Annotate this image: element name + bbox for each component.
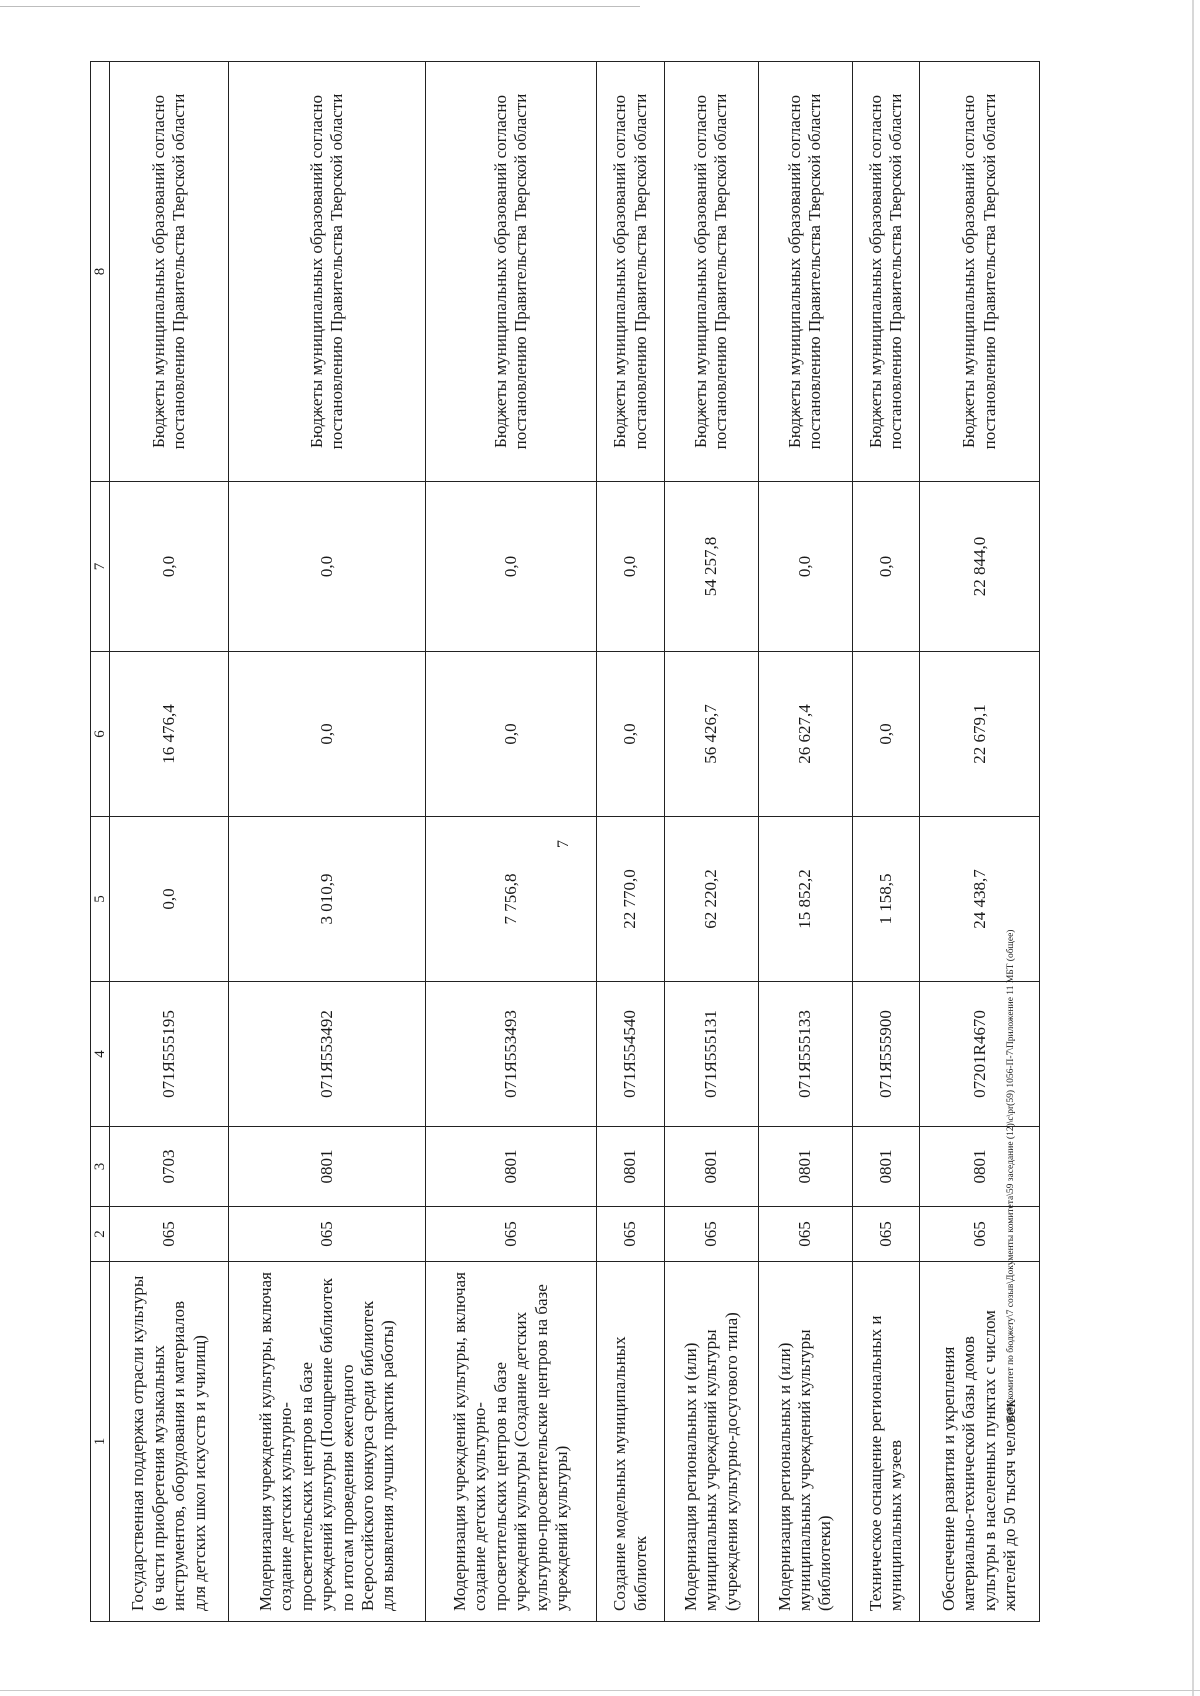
- subsidy-table: [90, 61, 1040, 1622]
- table-row: [426, 62, 597, 1622]
- cell-target-article: 071Я553492: [229, 982, 426, 1127]
- cell-amount-col6: 22 679,1: [920, 652, 1040, 817]
- rotated-document: [90, 62, 1040, 1622]
- cell-section-code: 0801: [597, 1127, 665, 1207]
- scan-edge-top: [0, 6, 640, 7]
- table-row: [920, 62, 1040, 1622]
- cell-direction-name: Модернизация региональных и (или) муниципальных учреждений культуры (учреждения культурно-досугового типа): [665, 1262, 759, 1622]
- cell-target-article: 07201R4670: [920, 982, 1040, 1127]
- cell-grbs-code: 065: [758, 1207, 852, 1262]
- cell-grbs-code: 065: [229, 1207, 426, 1262]
- cell-section-code: 0703: [110, 1127, 229, 1207]
- cell-recipient-source: Бюджеты муниципальных образований согласно постановлению Правительства Тверской области: [426, 62, 597, 482]
- cell-amount-col7: 22 844,0: [920, 482, 1040, 652]
- table-row: [852, 62, 920, 1622]
- header-cell: 3: [91, 1127, 110, 1207]
- cell-recipient-source: Бюджеты муниципальных образований согласно постановлению Правительства Тверской области: [665, 62, 759, 482]
- cell-amount-col5: 15 852,2: [758, 817, 852, 982]
- cell-amount-col7: 0,0: [852, 482, 920, 652]
- cell-target-article: 071Я555195: [110, 982, 229, 1127]
- cell-amount-col5: 0,0: [110, 817, 229, 982]
- cell-target-article: 071Я555900: [852, 982, 920, 1127]
- cell-amount-col5: 1 158,5: [852, 817, 920, 982]
- scan-edge-right: [1192, 0, 1194, 1696]
- cell-target-article: 071Я555133: [758, 982, 852, 1127]
- header-cell: 5: [91, 817, 110, 982]
- cell-recipient-source: Бюджеты муниципальных образований согласно постановлению Правительства Тверской области: [229, 62, 426, 482]
- header-cell: 4: [91, 982, 110, 1127]
- cell-direction-name: Обеспечение развития и укрепления материально-технической базы домов культуры в населенных пунктах с числом жителей до 50 тысяч человек: [920, 1262, 1040, 1622]
- cell-amount-col7: 54 257,8: [665, 482, 759, 652]
- cell-amount-col6: 0,0: [597, 652, 665, 817]
- header-cell: 6: [91, 652, 110, 817]
- cell-grbs-code: 065: [665, 1207, 759, 1262]
- table-row: [758, 62, 852, 1622]
- cell-amount-col7: 0,0: [229, 482, 426, 652]
- cell-direction-name: Модернизация региональных и (или) муниципальных учреждений культуры (библиотеки): [758, 1262, 852, 1622]
- cell-direction-name: Модернизация учреждений культуры, включая создание детских культурно-просветительских центров на базе учреждений культуры (Создание детских культурно-просветительские центров на базе учреждений культуры): [426, 1262, 597, 1622]
- header-cell: 1: [91, 1262, 110, 1622]
- cell-recipient-source: Бюджеты муниципальных образований согласно постановлению Правительства Тверской области: [758, 62, 852, 482]
- cell-target-article: 071Я553493: [426, 982, 597, 1127]
- cell-amount-col5: 24 438,7: [920, 817, 1040, 982]
- cell-amount-col6: 0,0: [426, 652, 597, 817]
- cell-amount-col7: 0,0: [426, 482, 597, 652]
- cell-section-code: 0801: [852, 1127, 920, 1207]
- cell-section-code: 0801: [229, 1127, 426, 1207]
- cell-amount-col6: 16 476,4: [110, 652, 229, 817]
- header-cell: 7: [91, 482, 110, 652]
- cell-amount-col5: 3 010,9: [229, 817, 426, 982]
- cell-grbs-code: 065: [426, 1207, 597, 1262]
- cell-grbs-code: 065: [110, 1207, 229, 1262]
- cell-amount-col6: 0,0: [852, 652, 920, 817]
- cell-amount-col7: 0,0: [597, 482, 665, 652]
- cell-direction-name: Техническое оснащение региональных и муниципальных музеев: [852, 1262, 920, 1622]
- cell-section-code: 0801: [665, 1127, 759, 1207]
- cell-direction-name: Государственная поддержка отрасли культуры (в части приобретения музыкальных инструментов, оборудования и материалов для детских школ искусств и училищ): [110, 1262, 229, 1622]
- cell-section-code: 0801: [920, 1127, 1040, 1207]
- cell-direction-name: Создание модельных муниципальных библиотек: [597, 1262, 665, 1622]
- cell-recipient-source: Бюджеты муниципальных образований согласно постановлению Правительства Тверской области: [920, 62, 1040, 482]
- cell-recipient-source: Бюджеты муниципальных образований согласно постановлению Правительства Тверской области: [110, 62, 229, 482]
- table-header-row: [91, 62, 110, 1622]
- table-row: [597, 62, 665, 1622]
- cell-grbs-code: 065: [920, 1207, 1040, 1262]
- cell-amount-col5: 22 770,0: [597, 817, 665, 982]
- cell-section-code: 0801: [426, 1127, 597, 1207]
- cell-grbs-code: 065: [852, 1207, 920, 1262]
- table-row: [229, 62, 426, 1622]
- cell-amount-col7: 0,0: [758, 482, 852, 652]
- cell-amount-col7: 0,0: [110, 482, 229, 652]
- page-number: 7: [555, 840, 572, 848]
- cell-amount-col6: 0,0: [229, 652, 426, 817]
- cell-amount-col6: 26 627,4: [758, 652, 852, 817]
- cell-amount-col6: 56 426,7: [665, 652, 759, 817]
- table-row: [665, 62, 759, 1622]
- cell-section-code: 0801: [758, 1127, 852, 1207]
- cell-amount-col5: 7 756,8: [426, 817, 597, 982]
- cell-grbs-code: 065: [597, 1207, 665, 1262]
- header-cell: 2: [91, 1207, 110, 1262]
- scan-edge-bottom: [0, 1690, 1200, 1691]
- cell-target-article: 071Я555131: [665, 982, 759, 1127]
- cell-recipient-source: Бюджеты муниципальных образований согласно постановлению Правительства Тверской области: [597, 62, 665, 482]
- cell-recipient-source: Бюджеты муниципальных образований согласно постановлению Правительства Тверской области: [852, 62, 920, 482]
- cell-direction-name: Модернизация учреждений культуры, включая создание детских культурно-просветительских центров на базе учреждений культуры (Поощрение библиотек по итогам проведения ежегодного Всероссийского конкурса среди библиотек для выявления лучших практик работы): [229, 1262, 426, 1622]
- file-path-footer: \\Fs01\комитет по бюджету\7 созыв\Документы комитета\59 заседание (12)\c\pr(59) 1056-П-7\Приложение 11 МБТ (общее): [1006, 929, 1016, 1426]
- cell-target-article: 071Я554540: [597, 982, 665, 1127]
- cell-amount-col5: 62 220,2: [665, 817, 759, 982]
- table-row: [110, 62, 229, 1622]
- header-cell: 8: [91, 62, 110, 482]
